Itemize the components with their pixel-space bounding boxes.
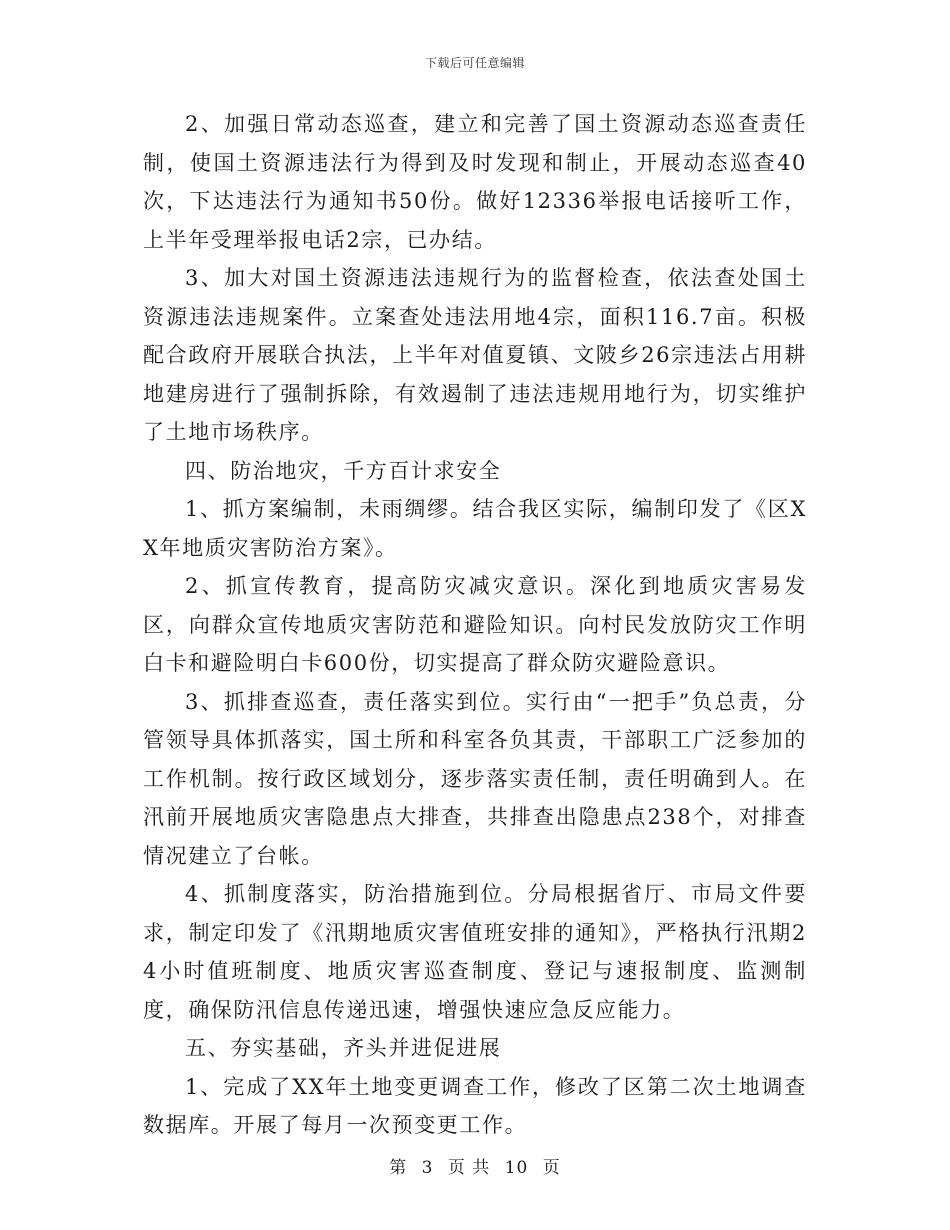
footer-suffix: 页 — [542, 1158, 561, 1178]
paragraph-system-implementation: 4、抓制度落实，防治措施到位。分局根据省厅、市局文件要求，制定印发了《汛期地质灾害值班安排的通知》，严格执行汛期24小时值班制度、地质灾害巡查制度、登记与速报制度、监测制度，确保防汛信息传递迅速，增强快速应急反应能力。 — [143, 882, 807, 1022]
page-footer — [0, 1153, 950, 1178]
document-body — [143, 105, 807, 1145]
footer-prefix: 第 — [389, 1158, 408, 1178]
paragraph-publicity-education: 2、抓宣传教育，提高防灾减灾意识。深化到地质灾害易发区，向群众宣传地质灾害防范和避险知识。向村民发放防灾工作明白卡和避险明白卡600份，切实提高了群众防灾避险意识。 — [143, 574, 807, 675]
footer-middle: 页 共 — [447, 1158, 491, 1178]
paragraph-inspection-responsibility: 3、抓排查巡查，责任落实到位。实行由“一把手”负总责，分管领导具体抓落实，国土所和科室各负其责，干部职工广泛参加的工作机制。按行政区域划分，逐步落实责任制，责任明确到人。在汛前开展地质灾害隐患点大排查，共排查出隐患点238个，对排查情况建立了台帐。 — [143, 689, 807, 868]
paragraph-dynamic-inspection: 2、加强日常动态巡查，建立和完善了国土资源动态巡查责任制，使国土资源违法行为得到及时发现和制止，开展动态巡查40次，下达违法行为通知书50份。做好12336举报电话接听工作，上半年受理举报电话2宗，已办结。 — [143, 112, 807, 252]
current-page-number: 3 — [421, 1158, 434, 1178]
header-note: 下载后可任意编辑 — [424, 56, 525, 70]
section-heading-disaster-prevention: 四、防治地灾，千方百计求安全 — [185, 458, 502, 483]
paragraph-supervision: 3、加大对国土资源违法违规行为的监督检查，依法查处国土资源违法违规案件。立案查处违法用地4宗，面积116.7亩。积极配合政府开展联合执法，上半年对值夏镇、文陂乡26宗违法占用耕地建房进行了强制拆除，有效遏制了违法违规用地行为，切实维护了土地市场秩序。 — [143, 266, 807, 444]
paragraph-plan-compilation: 1、抓方案编制，未雨绸缪。结合我区实际，编制印发了《区XX年地质灾害防治方案》。 — [143, 497, 807, 560]
paragraph-land-survey: 1、完成了XX年土地变更调查工作，修改了区第二次土地调查数据库。开展了每月一次预变更工作。 — [143, 1074, 807, 1137]
section-heading-foundation: 五、夯实基础，齐头并进促进展 — [185, 1036, 502, 1060]
total-pages-number: 10 — [504, 1158, 529, 1178]
